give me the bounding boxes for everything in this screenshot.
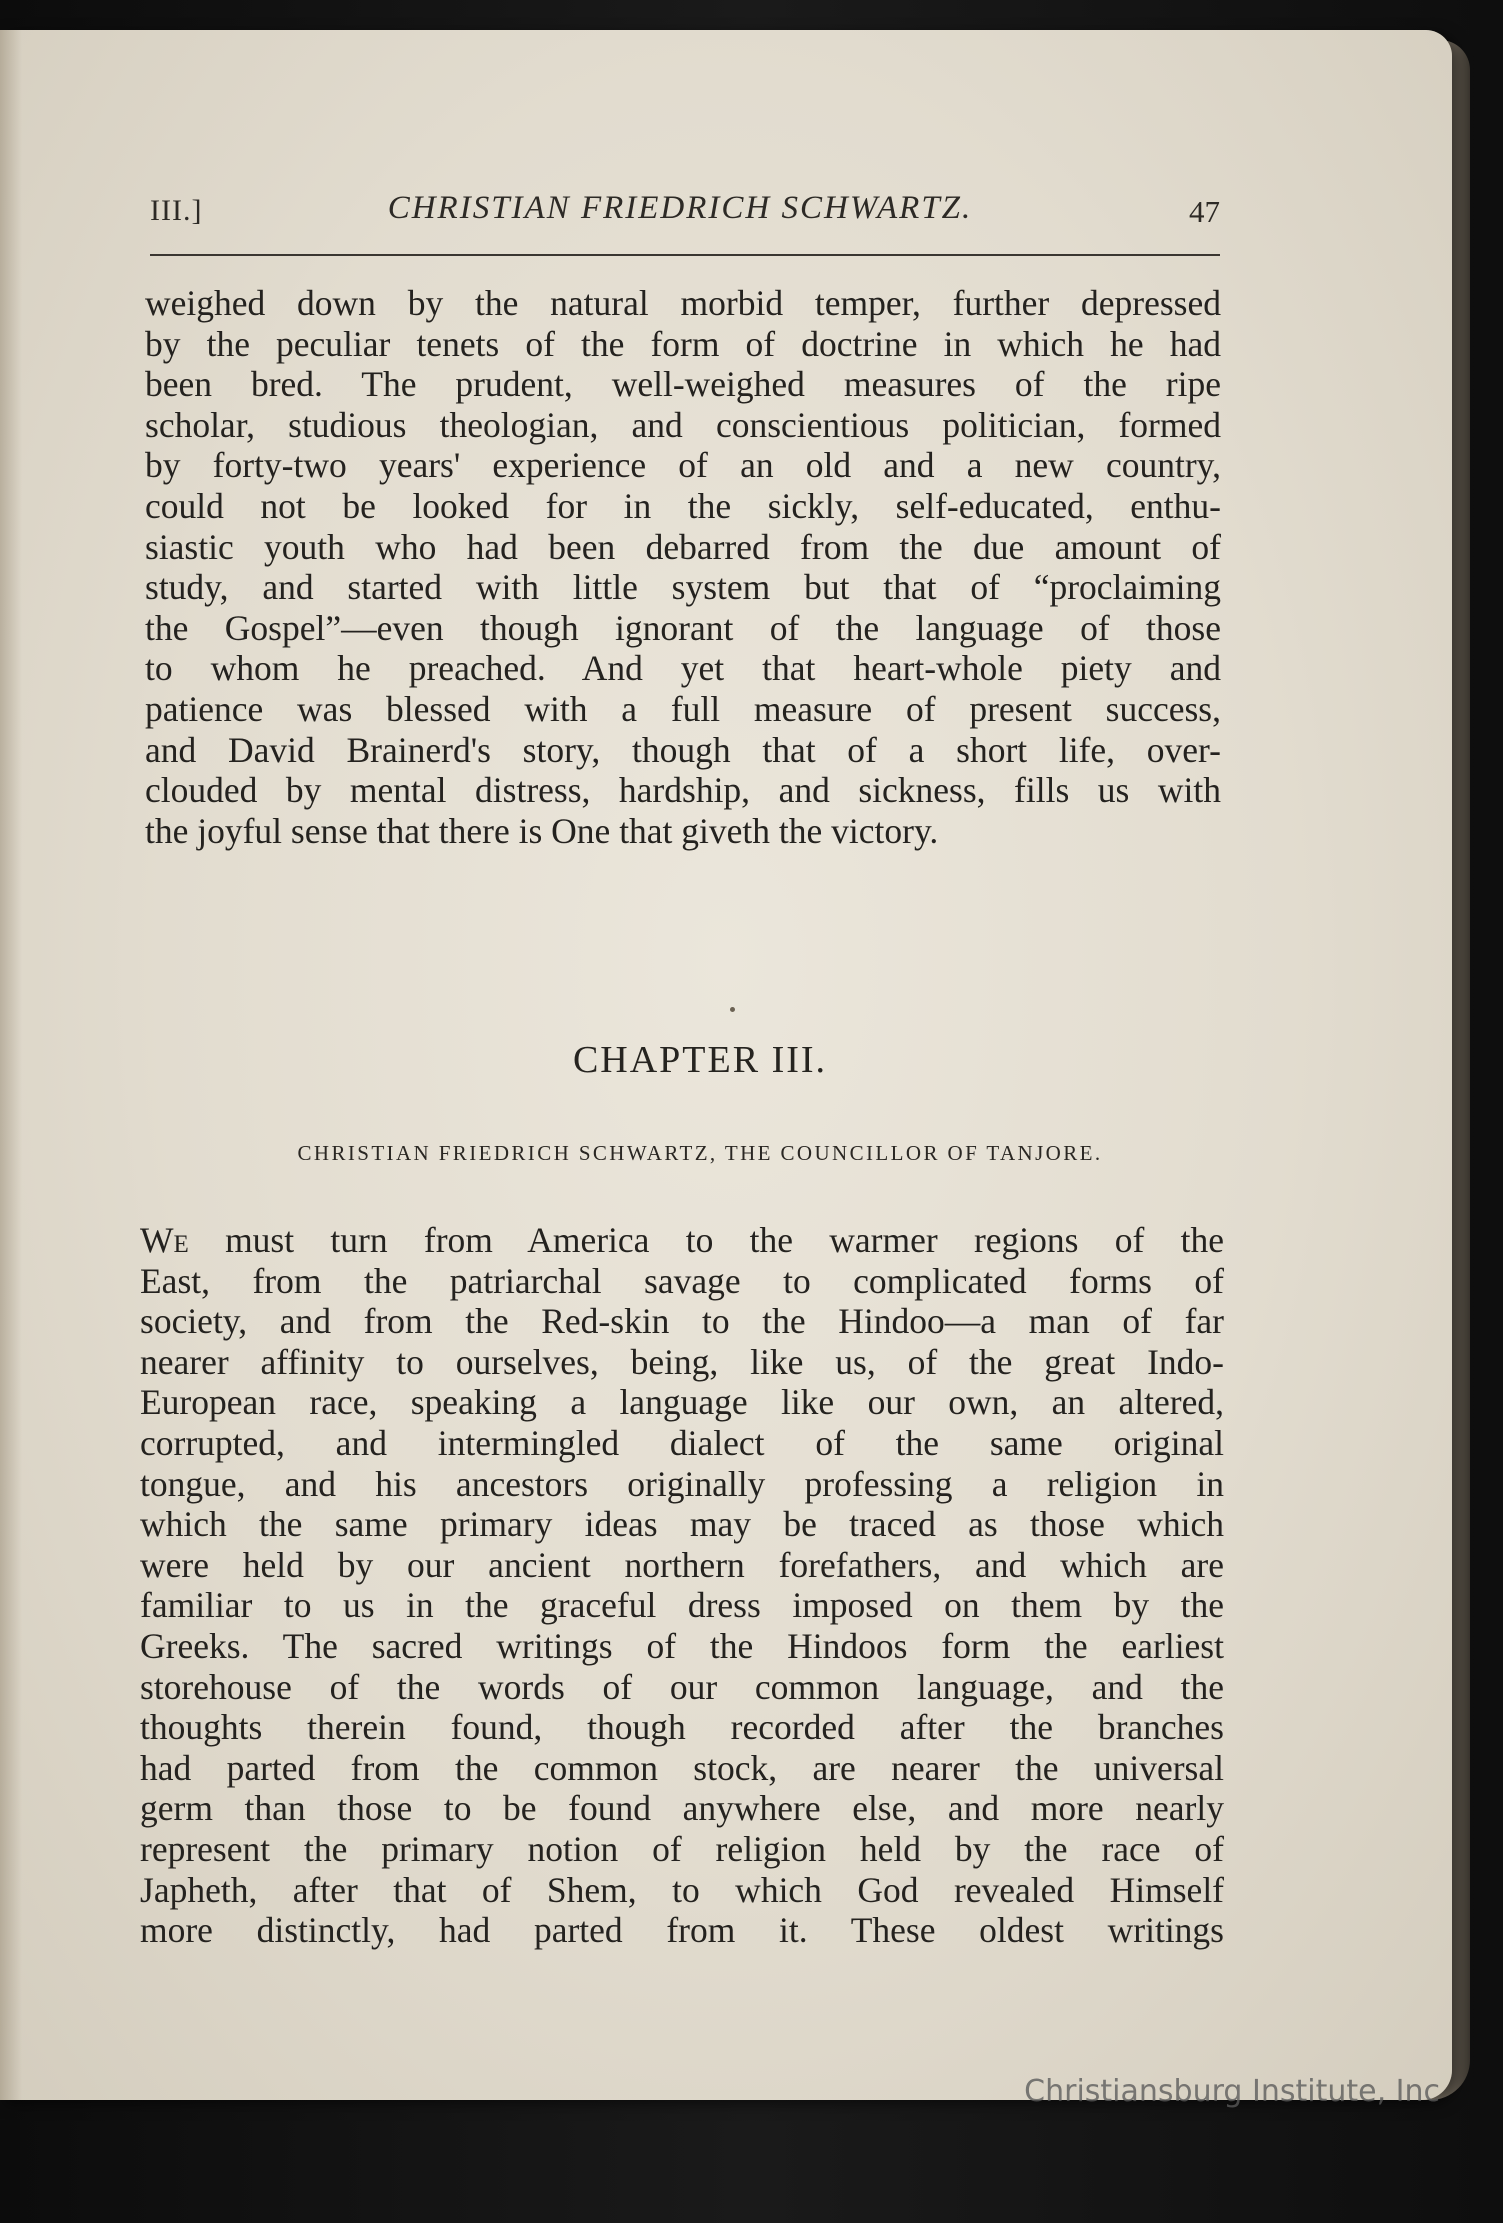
text-line: the Gospel”—even though ignorant of the language of those <box>145 607 1221 648</box>
binding-gutter-shadow <box>0 30 22 2100</box>
text-line: could not be looked for in the sickly, self-educated, enthu- <box>145 485 1221 526</box>
text-line: familiar to us in the graceful dress imposed on them by the <box>140 1585 1224 1626</box>
small-caps-opening-word: We <box>140 1220 189 1260</box>
text-line: by forty-two years' experience of an old and a new country, <box>145 445 1221 486</box>
text-line: European race, speaking a language like our own, an altered, <box>140 1382 1224 1423</box>
page-number: 47 <box>1189 194 1220 229</box>
text-line: were held by our ancient northern forefathers, and which are <box>140 1544 1224 1585</box>
text-line: thoughts therein found, though recorded after the branches <box>140 1707 1224 1748</box>
text-line: clouded by mental distress, hardship, and sickness, fills us with <box>145 770 1221 811</box>
paper-speck <box>730 1007 735 1012</box>
text-line: had parted from the common stock, are nearer the universal <box>140 1747 1224 1788</box>
text-line: weighed down by the natural morbid temper, further depressed <box>145 283 1221 323</box>
text-line: by the peculiar tenets of the form of doctrine in which he had <box>145 323 1221 364</box>
text-line: tongue, and his ancestors originally professing a religion in <box>140 1463 1224 1504</box>
text-line: and David Brainerd's story, though that of a short life, over- <box>145 729 1221 770</box>
watermark-text: Christiansburg Institute, Inc <box>1024 2074 1440 2109</box>
text-line: which the same primary ideas may be traced as those which <box>140 1504 1224 1545</box>
running-head-section: III.] <box>150 194 203 227</box>
text-line: siastic youth who had been debarred from the due amount of <box>145 526 1221 567</box>
text-line: study, and started with little system but that of “proclaiming <box>145 567 1221 608</box>
running-head <box>150 188 1220 238</box>
running-head-title: CHRISTIAN FRIEDRICH SCHWARTZ. <box>387 190 973 226</box>
chapter-opening-paragraph <box>140 1220 1224 1951</box>
text-line: to whom he preached. And yet that heart-whole piety and <box>145 648 1221 689</box>
text-line: Greeks. The sacred writings of the Hindoos form the earliest <box>140 1625 1224 1666</box>
text-line: germ than those to be found anywhere else, and more nearly <box>140 1788 1224 1829</box>
text-line: nearer affinity to ourselves, being, like us, of the great Indo- <box>140 1341 1224 1382</box>
header-rule <box>150 254 1220 256</box>
first-text-line <box>140 1220 1224 1261</box>
text-line: the joyful sense that there is One that giveth the victory. <box>145 810 939 851</box>
text-line: East, from the patriarchal savage to complicated forms of <box>140 1260 1224 1301</box>
text-line: corrupted, and intermingled dialect of the same original <box>140 1422 1224 1463</box>
continuation-paragraph <box>145 283 1221 851</box>
chapter-subtitle: CHRISTIAN FRIEDRICH SCHWARTZ, THE COUNCILLOR OF TANJORE. <box>297 1141 1103 1165</box>
text-line: been bred. The prudent, well-weighed measures of the ripe <box>145 364 1221 405</box>
text-line: represent the primary notion of religion held by the race of <box>140 1828 1224 1869</box>
text-line: society, and from the Red-skin to the Hindoo—a man of far <box>140 1301 1224 1342</box>
text-line: more distinctly, had parted from it. These oldest writings <box>140 1910 1224 1951</box>
text-line: storehouse of the words of our common language, and the <box>140 1666 1224 1707</box>
text-line: patience was blessed with a full measure of present success, <box>145 688 1221 729</box>
first-line-rest: must turn from America to the warmer regions of the <box>188 1220 1224 1260</box>
text-line: scholar, studious theologian, and conscientious politician, formed <box>145 404 1221 445</box>
text-line: Japheth, after that of Shem, to which God revealed Himself <box>140 1869 1224 1910</box>
chapter-heading: CHAPTER III. <box>572 1039 828 1081</box>
